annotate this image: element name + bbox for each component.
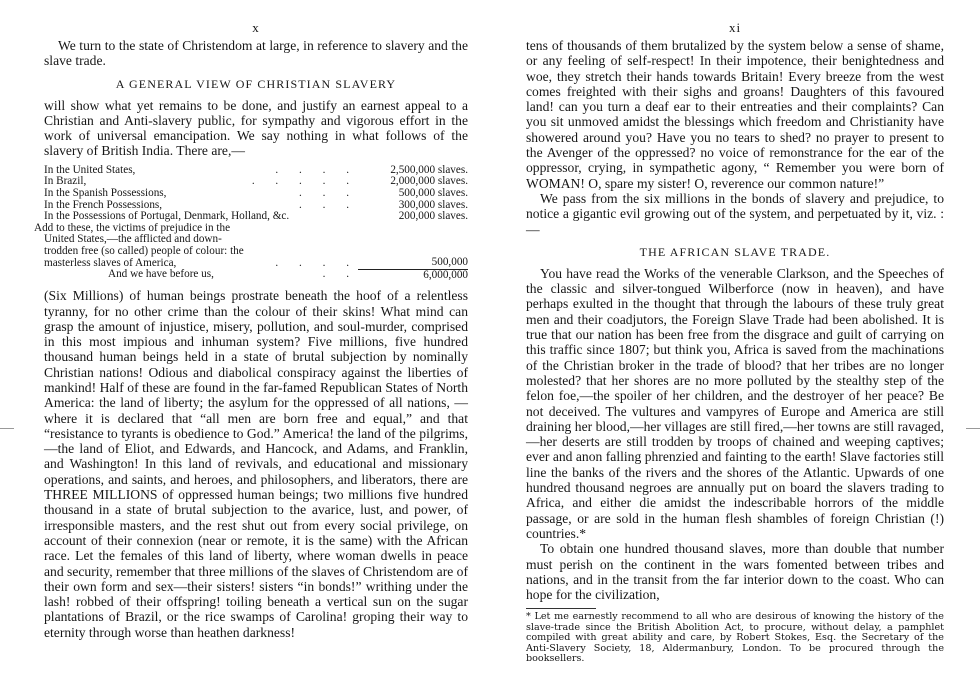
left-appeal-paragraph: will show what yet remains to be done, and justify an earnest appeal to a Christian and Anti-slavery public, for sympathy and vigorous effort in the work of universal emancipation. We say nothing in what follows of the slavery of British India. There are,— xyxy=(44,97,468,159)
right-continuation-paragraph: tens of thousands of them brutalized by the system below a sense of shame, or any feeling of self-respect! In their impotence, their benightedness and woe, they stretch their hands towards Britain! Every breeze from the west comes freighted with their sighs and groans! Daughters of this favoured land! can you turn a deaf ear to their entreaties and their complaints? Can you sit unmoved amidst the blessings which freedom and Christianity have showered around you? Have you no tears to shed? no prayer to present to the Avenger of the oppressed? no voice of remonstrance for the ear of the oppressor, crying, in sympathetic agony, “ Remember you were born of WOMAN! O, spare my sister! O, reverence our common nature!” xyxy=(526,38,944,191)
table-total-row xyxy=(44,269,468,281)
stat-label: In the United States, xyxy=(44,163,136,176)
leader-dots: . . . xyxy=(299,199,358,211)
right-page xyxy=(490,0,980,700)
leader-dots: . . . xyxy=(299,187,358,199)
leader-dots: . . . . xyxy=(275,256,358,269)
scan-edge-mark-right xyxy=(966,428,980,429)
prejudice-label: Add to these, the victims of prejudice in the United States,—the afflicted and down-trodden free (so called) people of colour: the masterless slaves of America, xyxy=(34,221,244,269)
stat-label: In the Spanish Possessions, xyxy=(44,186,167,199)
stat-value: 200,000 slaves. xyxy=(398,210,468,223)
table-row xyxy=(44,211,468,223)
right-section-heading: THE AFRICAN SLAVE TRADE. xyxy=(639,244,831,259)
table-row xyxy=(44,223,468,269)
footnote: * Let me earnestly recommend to all who are desirous of knowing the history of the slave-trade since the British Abolition Act, to procure, without delay, a pamphlet compiled with great ability and care, by Robert Stokes, Esq. the Secretary of the Anti-Slavery Society, 18, Aldermanbury, London. To be procured through the booksellers. xyxy=(526,611,944,665)
right-clarkson-paragraph: You have read the Works of the venerable Clarkson, and the Speeches of the classic and silver-tongued Wilberforce (now in heaven), and have perhaps exulted in the thought that through the labours of these truly great men and their coadjutors, the Foreign Slave Trade had been abolished. It is true that our nation has been free from the disgrace and guilt of carrying on this traffic since 1807; but think you, Africa is saved from the machinations of the Christian broker in the trade of blood? that her tribes are no longer molested? that her shores are no more polluted by the stealthy step of the felon foe,—the spoiler of her children, and the destroyer of her peace? Be not deceived. The vultures and vampyres of Europe and America are still draining her blood,—her villages are still fired,—her towns are still ravaged,—her deserts are still trodden by troops of chained and weeping captives; ever and anon falling phrenzied and fainting to the earth! Slave factories still line the banks of the rivers and the shores of the Atlantic. Upwards of one hundred thousand negroes are annually put on board the slavers trading to Africa, and either die amidst the indescribable horrors of the middle passage, or are sold in the human flesh shambles of foreign Christian (!) countries.* xyxy=(526,265,944,541)
page-number-right: xi xyxy=(728,20,742,35)
scan-edge-mark-left xyxy=(0,428,14,429)
footnote-divider xyxy=(526,608,596,609)
left-section-heading: A GENERAL VIEW OF CHRISTIAN SLAVERY xyxy=(115,76,397,91)
leader-dots: . . xyxy=(322,269,358,281)
leader-dots: . . . . . xyxy=(251,176,358,188)
right-closing-paragraph: To obtain one hundred thousand slaves, more than double that number must perish on the continent in the wars fomented between tribes and nations, and in the transit from the far interior down to the coast. Who can hope for the civilization, xyxy=(526,541,944,603)
stat-label: In Brazil, xyxy=(44,175,87,188)
page-number-left: x xyxy=(252,20,260,35)
stat-value: 300,000 slaves. xyxy=(398,198,468,211)
prejudice-value: 500,000 xyxy=(358,223,468,269)
right-transition-paragraph: We pass from the six millions in the bonds of slavery and prejudice, to notice a gigantic evil growing out of the system, and perpetuated by it, viz. :— xyxy=(526,190,944,237)
leader-dots: . . . . xyxy=(275,164,358,176)
left-main-paragraph: (Six Millions) of human beings prostrate beneath the hoof of a relentless tyranny, for no other crime than the colour of their skins! What mind can grasp the amount of injustice, misery, pollution, and soul-murder, comprised in this most impious and inhuman system? Five millions, five hundred thousand human beings held in a state of brutal subjection by nominally Christian nations! Odious and diabolical conspiracy against the liberties of mankind! Half of these are found in the far-famed Republican States of North America: the land of liberty; the asylum for the oppressed of all nations, —where it is declared that “all men are born free and equal,” and that “resistance to tyrants is obedience to God.” America! the land of the pilgrims,—the land of Eliot, and Edwards, and Hancock, and Adams, and Franklin, and Washington! In this land of revivals, and educational and missionary operations, and saints, and heroes, and philosophers, and liberators, there are THREE MILLIONS of oppressed human beings; two millions five hundred thousand in a state of brutal subjection to the avarice, lust, and power, of irresponsible masters, and the rest shut out from every social privilege, on account of their connexion (near or remote, it is the same) with the African race. Let the females of this land of liberty, where woman dwells in peace and security, remember that three millions of the slaves of Christendom are of their own form and sex—their sisters! sisters “in bonds!” writhing under the lash! robbed of their offspring! toiling beneath a vertical sun on the sugar plantations of Brazil, or the rice swamps of Carolina! groping their way to eternity through worse than heathen darkness! xyxy=(44,288,468,640)
slavery-statistics-table xyxy=(34,163,468,281)
stat-label: In the French Possessions, xyxy=(44,198,163,211)
stat-label: In the Possessions of Portugal, Denmark, Holland, &c. xyxy=(44,210,290,223)
total-value: 6,000,000 xyxy=(423,268,468,281)
stat-value: 2,000,000 slaves. xyxy=(390,175,468,188)
left-intro-paragraph: We turn to the state of Christendom at large, in reference to slavery and the slave trade. xyxy=(44,38,468,69)
table-row xyxy=(44,188,468,200)
total-label: And we have before us, xyxy=(108,268,214,281)
stat-value: 500,000 slaves. xyxy=(398,186,468,199)
stat-value: 2,500,000 slaves. xyxy=(390,163,468,176)
